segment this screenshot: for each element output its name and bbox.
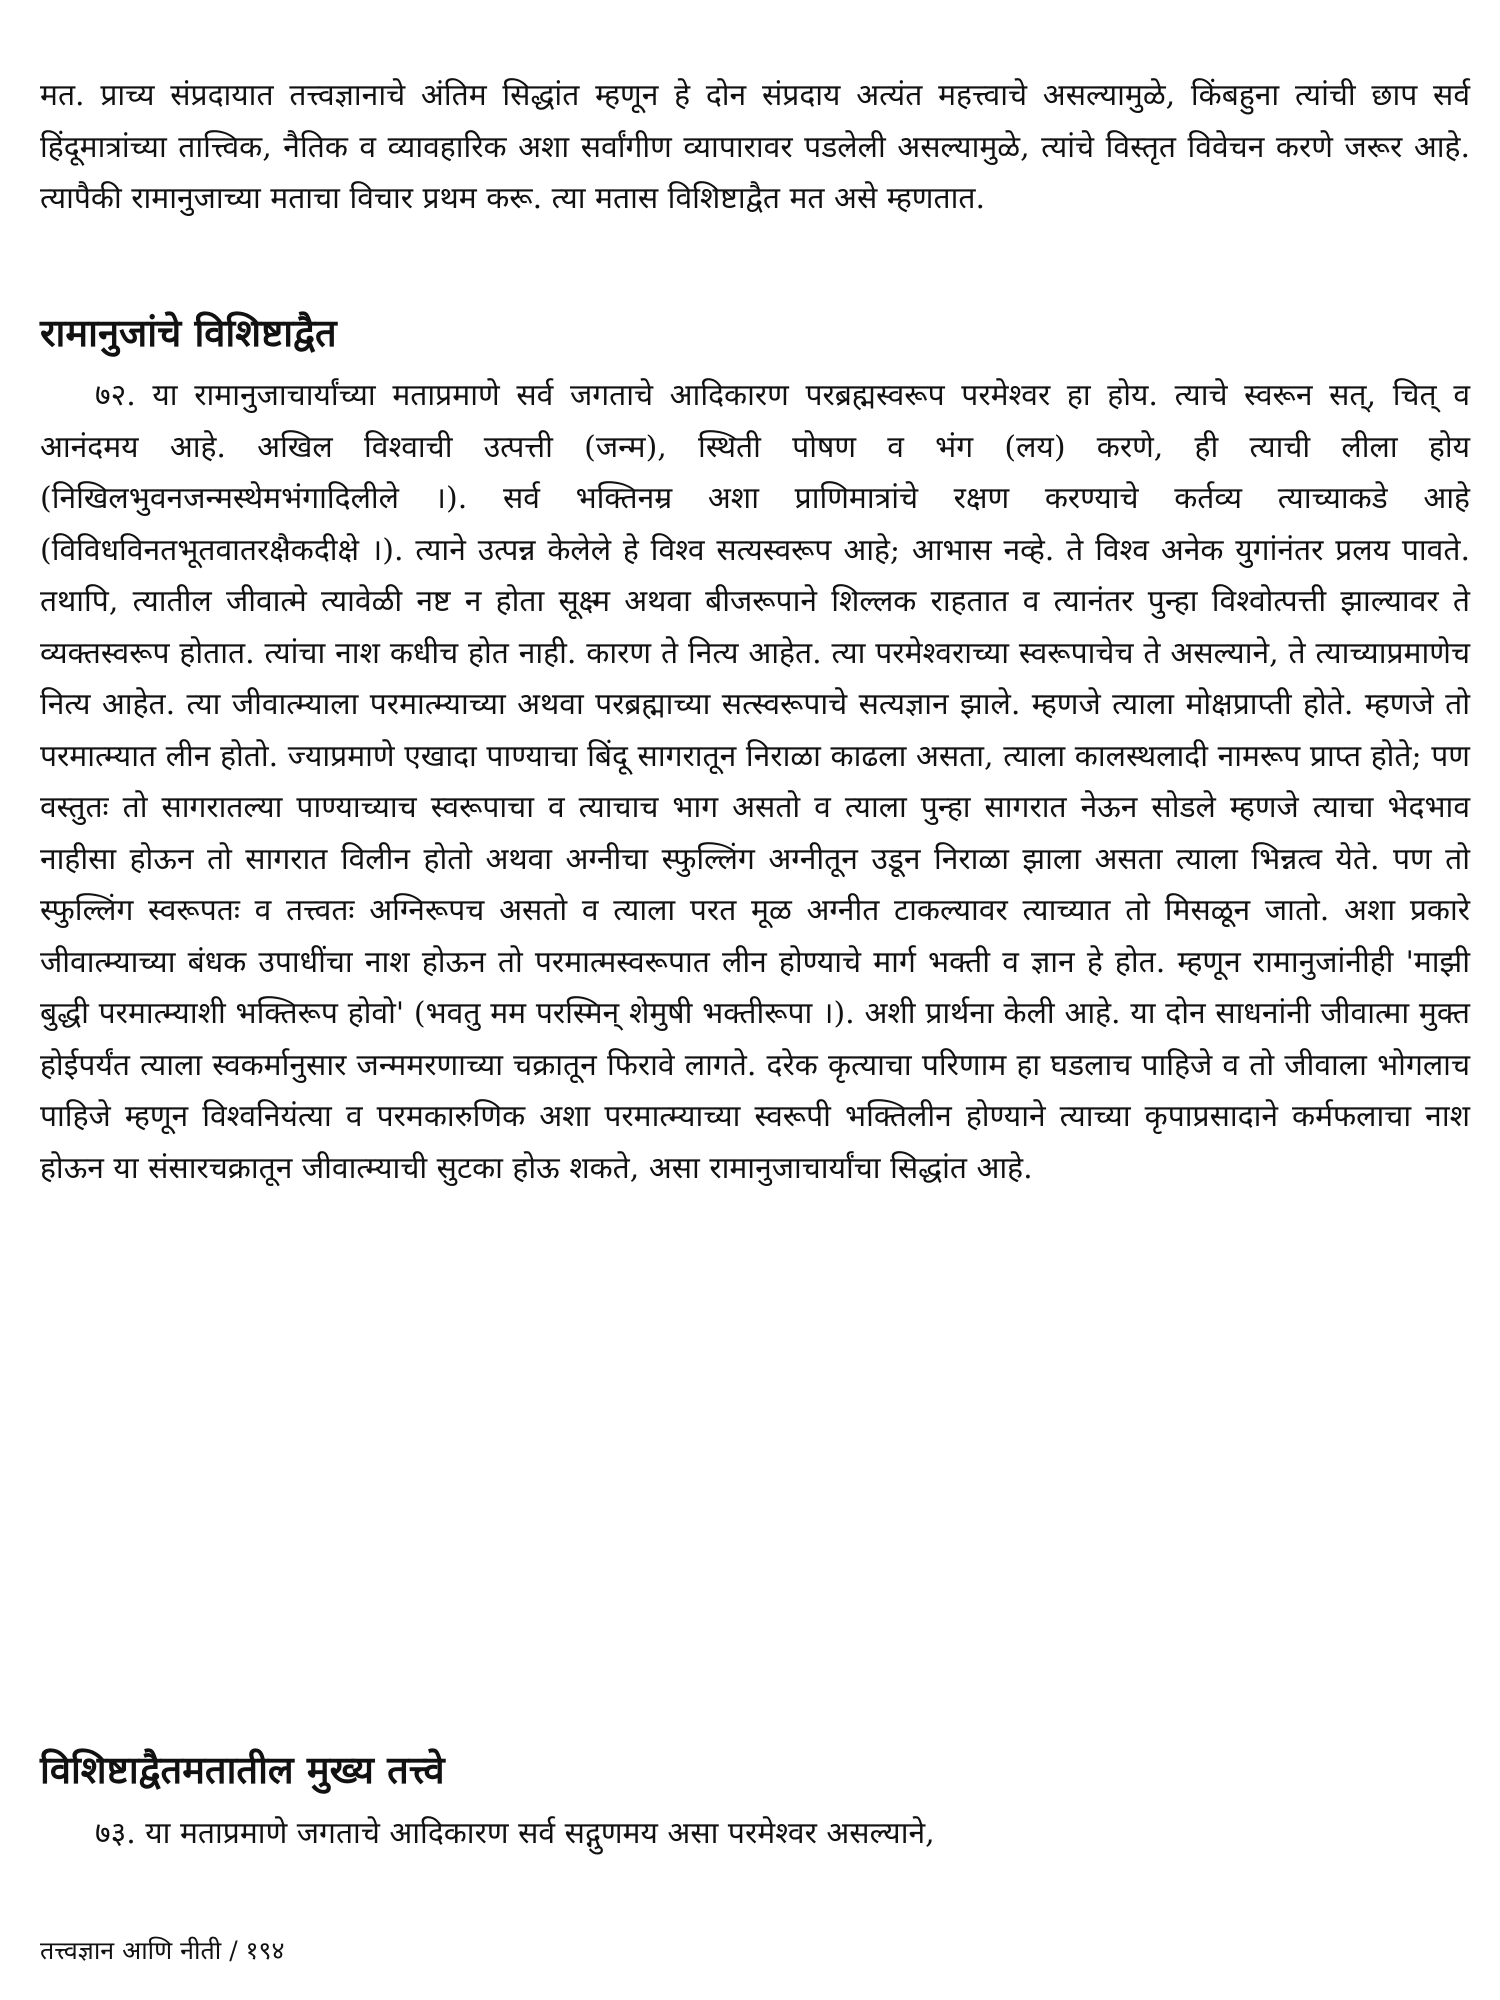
page-footer: तत्त्वज्ञान आणि नीती / १९४ (40, 1936, 285, 1965)
paragraph-72: ७२. या रामानुजाचार्यांच्या मताप्रमाणे सर्व जगताचे आदिकारण परब्रह्मस्वरूप परमेश्वर हा होय. त्याचे स्वरून सत्, चित् व आनंदमय आहे. अखिल विश्वाची उत्पत्ती (जन्म), स्थिती पोषण व भंग (लय) करणे, ही त्याची लीला होय (निखिलभुवनजन्मस्थेमभंगादिलीले ।). सर्व भक्तिनम्र अशा प्राणिमात्रांचे रक्षण करण्याचे कर्तव्य त्याच्याकडे आहे (विविधविनतभूतवातरक्षैकदीक्षे ।). त्याने उत्पन्न केलेले हे विश्व सत्यस्वरूप आहे; आभास नव्हे. ते विश्व अनेक युगांनंतर प्रलय पावते. तथापि, त्यातील जीवात्मे त्यावेळी नष्ट न होता सूक्ष्म अथवा बीजरूपाने शिल्लक राहतात व त्यानंतर पुन्हा विश्वोत्पत्ती झाल्यावर ते व्यक्तस्वरूप होतात. त्यांचा नाश कधीच होत नाही. कारण ते नित्य आहेत. त्या परमेश्वराच्या स्वरूपाचेच ते असल्याने, ते त्याच्याप्रमाणेच नित्य आहेत. त्या जीवात्म्याला परमात्म्याच्या अथवा परब्रह्माच्या सत्स्वरूपाचे सत्यज्ञान झाले. म्हणजे त्याला मोक्षप्राप्ती होते. म्हणजे तो परमात्म्यात लीन होतो. ज्याप्रमाणे एखादा पाण्याचा बिंदू सागरातून निराळा काढला असता, त्याला कालस्थलादी नामरूप प्राप्त होते; पण वस्तुतः तो सागरातल्या पाण्याच्याच स्वरूपाचा व त्याचाच भाग असतो व त्याला पुन्हा सागरात नेऊन सोडले म्हणजे त्याचा भेदभाव नाहीसा होऊन तो सागरात विलीन होतो अथवा अग्नीचा स्फुल्लिंग अग्नीतून उडून निराळा झाला असता त्याला भिन्नत्व येते. पण तो स्फुल्लिंग स्वरूपतः व तत्त्वतः अग्निरूपच असतो व त्याला परत मूळ अग्नीत टाकल्यावर त्याच्यात तो मिसळून जातो. अशा प्रकारे जीवात्म्याच्या बंधक उपाधींचा नाश होऊन तो परमात्मस्वरूपात लीन होण्याचे मार्ग भक्ती व ज्ञान हे होत. म्हणून रामानुजांनीही 'माझी बुद्धी परमात्म्याशी भक्तिरूप होवो' (भवतु मम परस्मिन् शेमुषी भक्तीरूपा ।). अशी प्रार्थना केली आहे. या दोन साधनांनी जीवात्मा मुक्त होईपर्यंत त्याला स्वकर्मानुसार जन्ममरणाच्या चक्रातून फिरावे लागते. दरेक कृत्याचा परिणाम हा घडलाच पाहिजे व तो जीवाला भोगलाच पाहिजे म्हणून विश्वनियंत्या व परमकारुणिक अशा परमात्म्याच्या स्वरूपी भक्तिलीन होण्याने त्याच्या कृपाप्रसादाने कर्मफलाचा नाश होऊन या संसारचक्रातून जीवात्म्याची सुटका होऊ शकते, असा रामानुजाचार्यांचा सिद्धांत आहे. (40, 378, 1470, 1186)
section-heading-ramanuja: रामानुजांचे विशिष्टाद्वैत (40, 310, 337, 355)
intro-paragraph: मत. प्राच्य संप्रदायात तत्त्वज्ञानाचे अंतिम सिद्धांत म्हणून हे दोन संप्रदाय अत्यंत महत्त्वाचे असल्यामुळे, किंबहुना त्यांची छाप सर्व हिंदूमात्रांच्या तात्त्विक, नैतिक व व्यावहारिक अशा सर्वांगीण व्यापारावर पडलेली असल्यामुळे, त्यांचे विस्तृत विवेचन करणे जरूर आहे. त्यापैकी रामानुजाच्या मताचा विचार प्रथम करू. त्या मतास विशिष्टाद्वैत मत असे म्हणतात. (40, 78, 1470, 216)
paragraph-73: ७३. या मताप्रमाणे जगताचे आदिकारण सर्व सद्गुणमय असा परमेश्वर असल्याने, (95, 1816, 935, 1851)
section-heading-principles: विशिष्टाद्वैतमतातील मुख्य तत्त्वे (40, 1747, 445, 1792)
